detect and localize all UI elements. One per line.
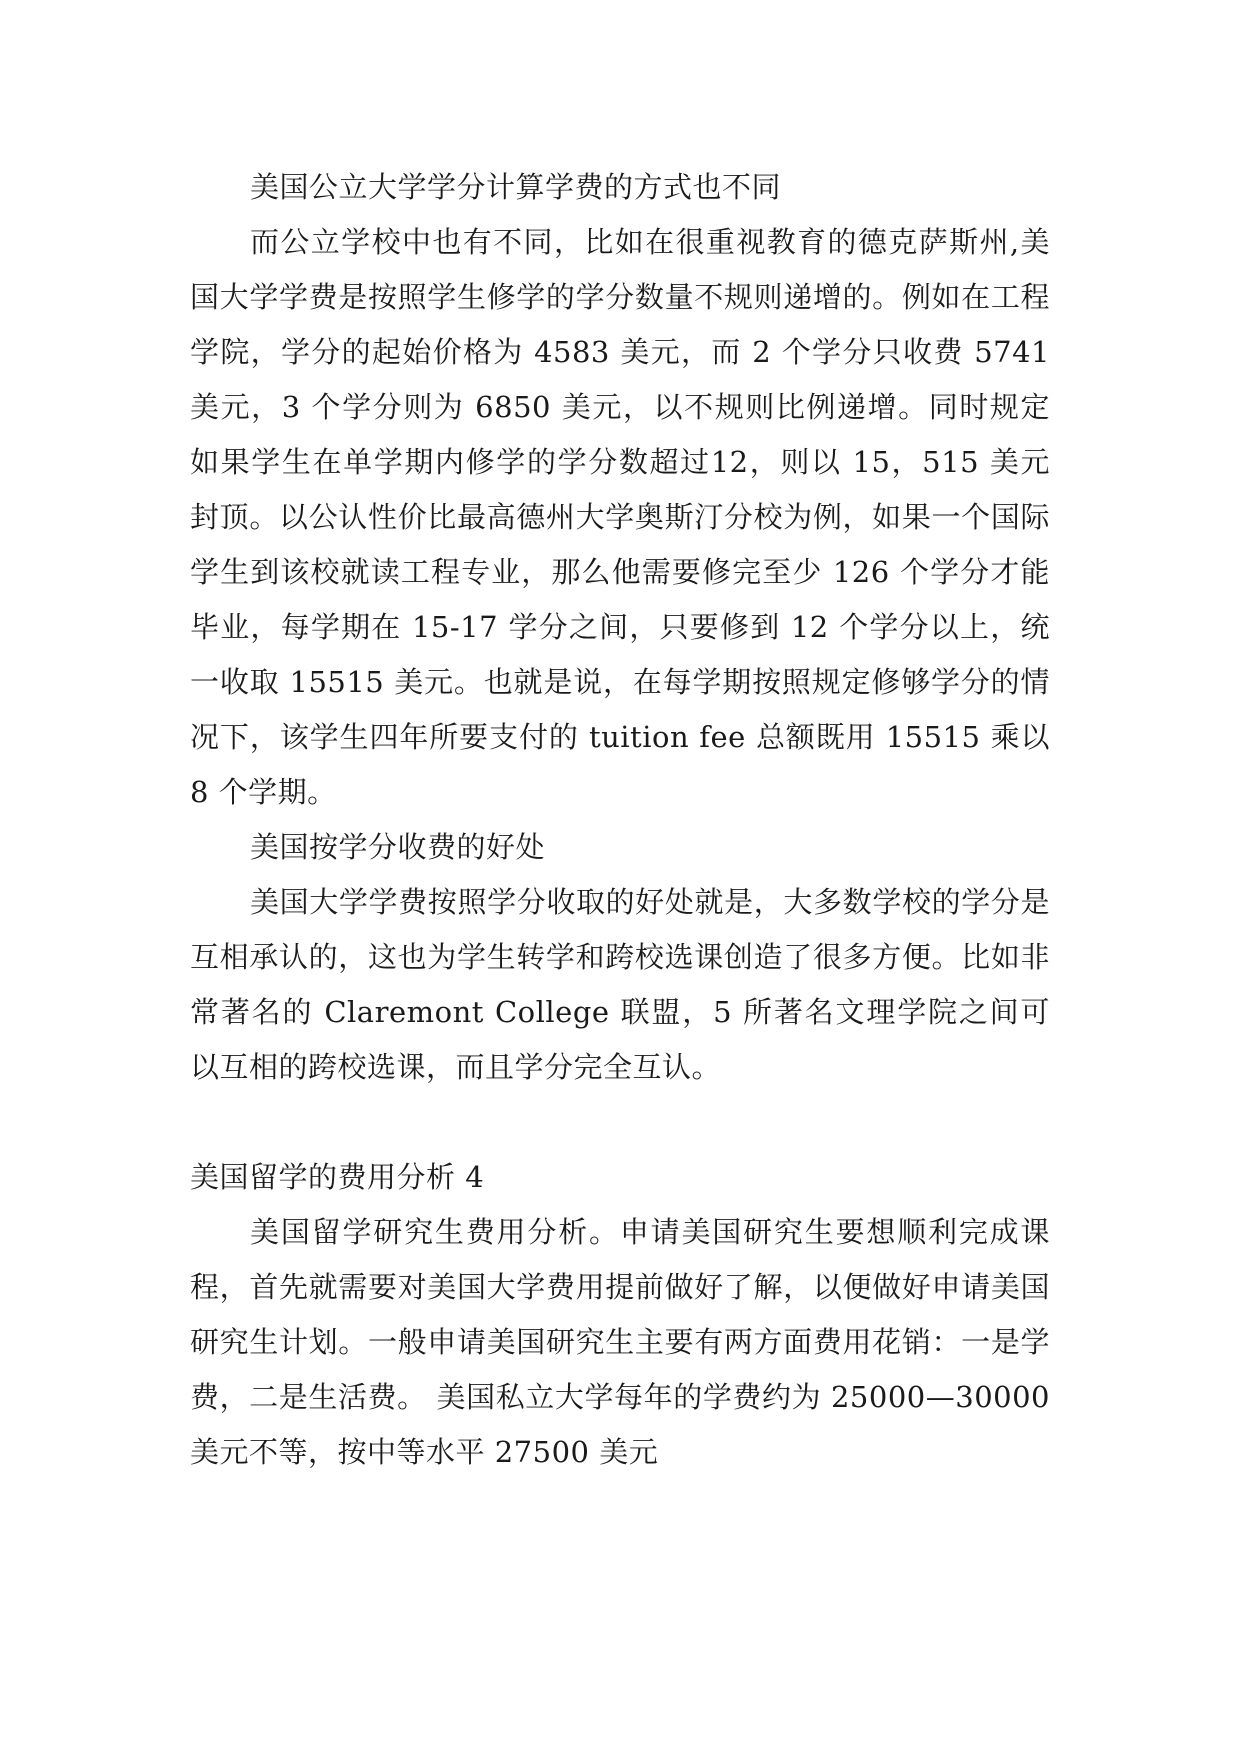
subheading-credit-benefits: 美国按学分收费的好处	[250, 830, 546, 864]
section-title: 美国留学的费用分析 4	[190, 1160, 485, 1194]
document-body	[190, 160, 1050, 1480]
paragraph-graduate-costs: 美国留学研究生费用分析。申请美国研究生要想顺利完成课程，首先就需要对美国大学费用提前做好了解，以便做好申请美国研究生计划。一般申请美国研究生主要有两方面费用花销：一是学费，二是生活费。 美国私立大学每年的学费约为 25000—30000 美元不等，按中等水平 27500 美元	[190, 1215, 1050, 1469]
paragraph-credit-benefits: 美国大学学费按照学分收取的好处就是，大多数学校的学分是互相承认的，这也为学生转学和跨校选课创造了很多方便。比如非常著名的 Claremont College 联盟，5 所著名文理学院之间可以互相的跨校选课，而且学分完全互认。	[190, 885, 1050, 1084]
paragraph-texas-tuition: 而公立学校中也有不同，比如在很重视教育的德克萨斯州,美国大学学费是按照学生修学的学分数量不规则递增的。例如在工程学院，学分的起始价格为 4583 美元，而 2 个学分只收费 5741 美元，3 个学分则为 6850 美元，以不规则比例递增。同时规定如果学生在单学期内修学的学分数超过12，则以 15，515 美元封顶。以公认性价比最高德州大学奥斯汀分校为例，如果一个国际学生到该校就读工程专业，那么他需要修完至少 126 个学分才能毕业，每学期在 15-17 学分之间，只要修到 12 个学分以上，统一收取 15515 美元。也就是说，在每学期按照规定修够学分的情况下，该学生四年所要支付的 tuition fee 总额既用 15515 乘以 8 个学期。	[190, 225, 1050, 809]
subheading-public-university-credits: 美国公立大学学分计算学费的方式也不同	[250, 170, 782, 204]
